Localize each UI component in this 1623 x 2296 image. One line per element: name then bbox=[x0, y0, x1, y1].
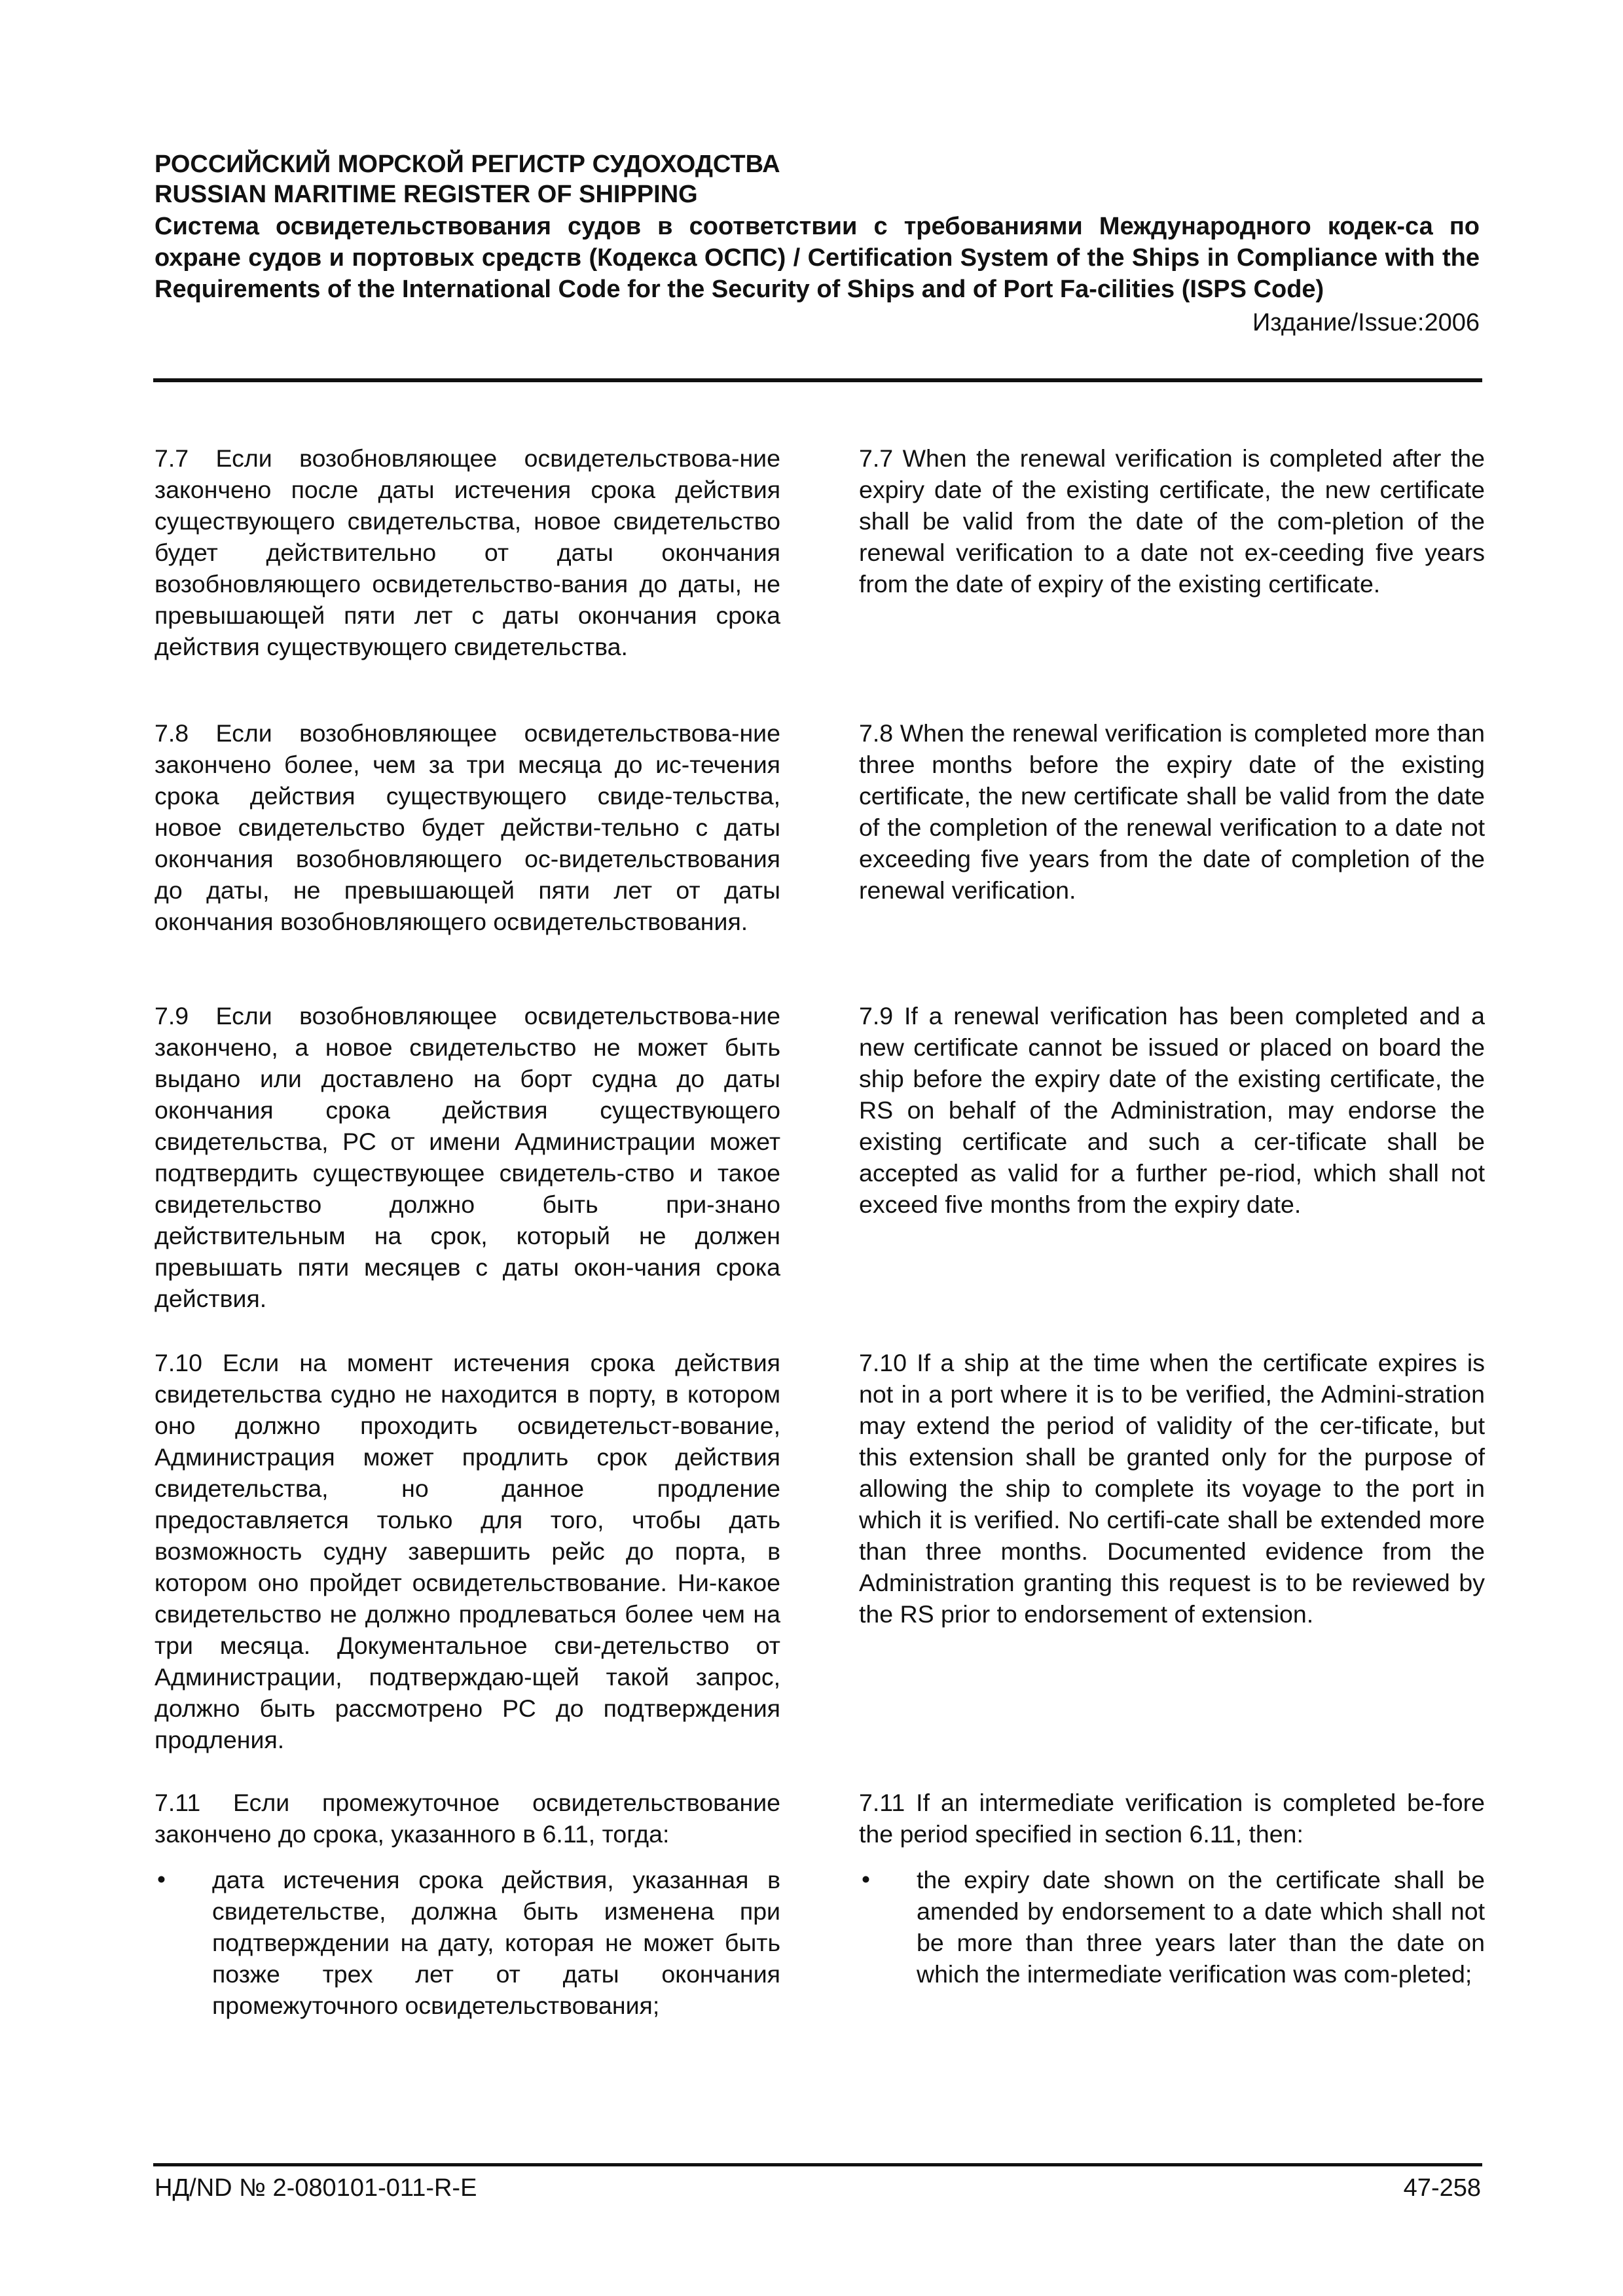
text-en: 7.9 If a renewal verification has been completed and a new certificate cannot be issued or placed on board the ship before the expiry date of the existing certificate, the RS on behalf of the Administration, may endorse the existing certificate and such a cer-tificate shall be accepted as valid for a further pe-riod, which shall not exceed five months from the expiry date. bbox=[859, 1002, 1485, 1218]
document-header bbox=[155, 149, 1480, 338]
document-footer bbox=[155, 2173, 1481, 2203]
paragraph-en bbox=[859, 1000, 1485, 1347]
text-ru: 7.11 Если промежуточное освидетельствование закончено до срока, указанного в 6.11, тогда: bbox=[155, 1789, 780, 1848]
issue-label: Издание/Issue:2006 bbox=[1252, 309, 1480, 336]
org-name-en: RUSSIAN MARITIME REGISTER OF SHIPPING bbox=[155, 181, 698, 208]
paragraph-ru bbox=[155, 1787, 780, 2021]
paragraph-en bbox=[859, 1787, 1485, 2021]
bullet-icon: • bbox=[862, 1866, 870, 1893]
paragraph-ru bbox=[155, 442, 780, 717]
document-number: НД/ND № 2-080101-011-R-E bbox=[155, 2174, 477, 2202]
text-ru: 7.9 Если возобновляющее освидетельствова-ние закончено, а новое свидетельство не может быть выдано или доставлено на борт судна до даты окончания срока действия существующего свидетельства, РС от имени Администрации может подтвердить существующее свидетель-ство и такое свидетельство должно быть при-знано действительным на срок, который не должен превышать пяти месяцев с даты окон-чания срока действия. bbox=[155, 1002, 780, 1312]
org-name-ru: РОССИЙСКИЙ МОРСКОЙ РЕГИСТР СУДОХОДСТВА bbox=[155, 151, 780, 178]
text-en: 7.11 If an intermediate verification is completed be-fore the period specified in section 6.11, then: bbox=[859, 1789, 1485, 1848]
text-ru: 7.8 Если возобновляющее освидетельствова-ние закончено более, чем за три месяца до ис-течения срока действия существующего свиде-тельства, новое свидетельство будет действи-тельно с даты окончания возобновляющего ос-видетельствования до даты, не превышающей пяти лет от даты окончания возобновляющего освидетельствования. bbox=[155, 719, 780, 935]
paragraph-en bbox=[859, 1347, 1485, 1787]
section-7-11 bbox=[155, 1787, 1485, 2021]
body-columns bbox=[155, 442, 1485, 2021]
bullet-text-ru: дата истечения срока действия, указанная в свидетельстве, должна быть изменена при подтверждении на дату, которая не может быть позже трех лет от даты окончания промежуточного освидетельствования; bbox=[212, 1866, 780, 2019]
text-ru: 7.10 Если на момент истечения срока действия свидетельства судно не находится в порту, в котором оно должно проходить освидетельст-вование, Администрация может продлить срок действия свидетельства, но данное продление предоставляется только для того, чтобы дать возможность судну завершить рейс до порта, в котором оно пройдет освидетельствование. Ни-какое свидетельство не должно продлеваться более чем на три месяца. Документальное сви-детельство от Администрации, подтверждаю-щей такой запрос, должно быть рассмотрено РС до подтверждения продления. bbox=[155, 1349, 780, 1753]
text-en: 7.8 When the renewal verification is completed more than three months before the expiry date of the existing certificate, the new certificate shall be valid from the date of the completion of the renewal verification to a date not exceeding five years from the date of completion of the renewal verification. bbox=[859, 719, 1485, 904]
bullet-item-ru bbox=[155, 1864, 780, 2021]
bullet-icon: • bbox=[157, 1866, 166, 1893]
bullet-item-en bbox=[859, 1864, 1485, 1990]
paragraph-en bbox=[859, 442, 1485, 717]
section-7-10 bbox=[155, 1347, 1485, 1787]
text-en: 7.7 When the renewal verification is completed after the expiry date of the existing certificate, the new certificate shall be valid from the date of the com-pletion of the renewal verification to a date not ex-ceeding five years from the date of expiry of the existing certificate. bbox=[859, 444, 1485, 598]
page-number: 47-258 bbox=[1403, 2174, 1481, 2202]
section-7-7 bbox=[155, 442, 1485, 717]
system-title: Система освидетельствования судов в соответствии с требованиями Международного кодек-са по охране судов и портовых средств (Кодекса ОСПС) / Certification System of the Ships in Compliance with the Requirements of the International Code for the Security of Ships and of Port Fa-cilities (ISPS Code) bbox=[155, 213, 1480, 303]
footer-divider bbox=[153, 2163, 1482, 2166]
paragraph-ru bbox=[155, 717, 780, 1000]
bullet-text-en: the expiry date shown on the certificate shall be amended by endorsement to a date which shall not be more than three years later than the date on which the intermediate verification was com-pleted; bbox=[917, 1866, 1485, 1988]
paragraph-en bbox=[859, 717, 1485, 1000]
paragraph-ru bbox=[155, 1000, 780, 1347]
section-7-9 bbox=[155, 1000, 1485, 1347]
section-7-8 bbox=[155, 717, 1485, 1000]
paragraph-ru bbox=[155, 1347, 780, 1787]
text-en: 7.10 If a ship at the time when the certificate expires is not in a port where it is to be verified, the Admini-stration may extend the period of validity of the cer-tificate, but this extension shall be granted only for the purpose of allowing the ship to complete its voyage to the port in which it is verified. No certifi-cate shall be extended more than three months. Documented evidence from the Administration granting this request is to be reviewed by the RS prior to endorsement of extension. bbox=[859, 1349, 1485, 1628]
text-ru: 7.7 Если возобновляющее освидетельствова-ние закончено после даты истечения срока действия существующего свидетельства, новое свидетельство будет действительно от даты окончания возобновляющего освидетельство-вания до даты, не превышающей пяти лет с даты окончания срока действия существующего свидетельства. bbox=[155, 444, 780, 660]
header-divider bbox=[153, 378, 1482, 382]
